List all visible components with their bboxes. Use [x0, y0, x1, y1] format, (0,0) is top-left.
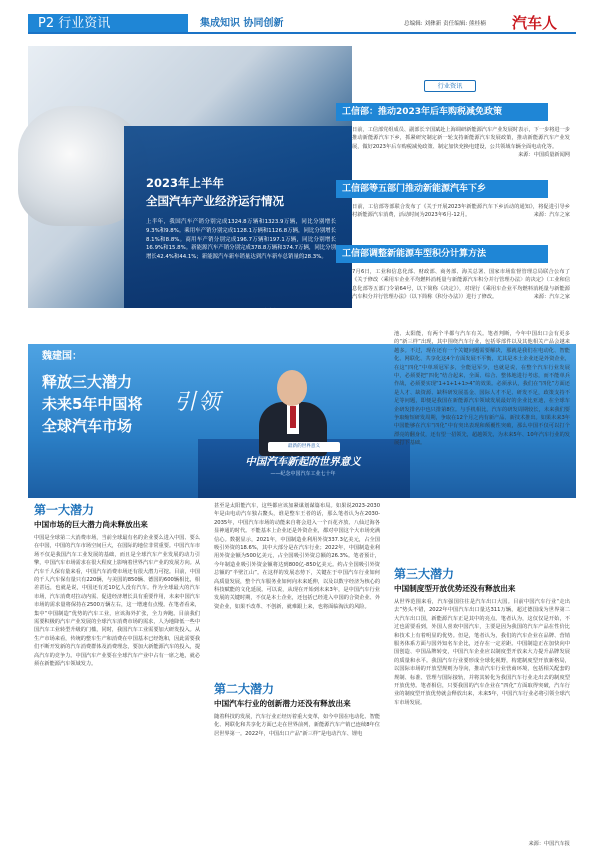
feature-script-word: 引领 [174, 390, 223, 415]
speaker-tie [290, 406, 296, 428]
section1-subtitle: 中国市场的巨大潜力尚未释放出来 [34, 520, 148, 529]
news-headline-2: 工信部等五部门推动新能源汽车下乡 [336, 180, 548, 198]
news-body-1-text: 日前，工信部党组成员、副部长辛国斌赴上海调研新能源汽车产业发展时表示，下一步将进一步推动新能源汽车下乡，抓紧研究制定新一轮支持新能源汽车发展政策，推动新能源汽车产业发展，做好2023年后车购税减免政策、制定加快充换电建设，公共领域车辆全面电动化等。 [352, 127, 570, 150]
news-source-3: 来源：汽车之家 [533, 294, 570, 301]
column3-text-bottom: 从世界范围来看，汽车强国往往是汽车出口大国。目前中国汽车行业“走出去”势头不错，2022年中国汽车出口量达311万辆，超过德国成为世界第二大汽车出口国，新能源汽车正是其中的亮点。笔者认为，这仅仅是开始，不过也需要看到，外国人喜欢中国汽车，主要是因为我国的汽车产品在性价比和技术上有着明显的优势。但是，笔者认为，我们的汽车企业在品牌、营销服务体系方面与国外知名车企比，还存在一定差距。中国制造正在加快向中国创造、中国品牌转变，中国汽车企业应以制度型开放来大力提升品牌发展的质量和水平。我国汽车行业要形成全球化视野，构建制度型开放新格局，以国际市场的开放型规则为导向，推动汽车行业营商环境，包括相关配套的规制、标准、管理与国际接轨，并将其转化为我国汽车行业走出去的制度型开放优势。笔者相信，只要我国的汽车企业在“四化”方面取得突破，汽车行业的制度型开放优势就会释放出来，未来5年，中国汽车行业必将引领全球汽车市场发展。 [394, 599, 570, 706]
hero-title-line1: 2023年上半年 [146, 176, 225, 190]
column1-text: 中国是全球第二大消费市场，当前全球最有名的企业要么进入中国、要么在中国，中国的汽车市场空间巨大，在国际的地位非常重要。中国汽车市场不仅是我国汽车工业发展的基础，而且是全球汽车产业发展的动力引擎，中国汽车市场需求在很大程度上影响着世界汽车产业的发展方向。从汽车千人保有量来看，中国汽车消费市场还有很大潜力可挖。目前，中国的千人汽车保有量只有220辆，与美国的850辆、德国的600辆相比，相差甚远，也就是说，中国还有近10亿人没有汽车。作为全球最大的汽车市场，汽车消费对拉动内需、促进经济增长具有重要作用，未来中国汽车市场的需求量将保持在2500万辆左右，这一增速有点慢。在笔者看来，集中“中国制造”优势的汽车工业，应该海外扩张，全力奔跑。目前我们需要积极的汽车产业发展的全球汽车消费市场的需求，人为地降低一些中国汽车工业转型升级的门槛，同时，我国汽车工业需要加大研发投入。从生产市场来看，传统的整车生产和消费在中国基本已经饱和，因此需要我们不断开发新的汽车消费群体及消费理念，要加大新能源汽车的投入，提高汽车的竞争力。中国汽车产业要在全球汽车产业中占有一席之地，就必须在新能源汽车领域发力。 [34, 535, 201, 668]
hero-image [28, 46, 352, 315]
feature-title-line3: 全球汽车市场 [42, 417, 133, 435]
hero-source: 来源：湖南省工业和信息化厅 [214, 309, 285, 315]
news-body-1 [352, 126, 570, 160]
news-tag: 行业资讯 [424, 80, 476, 92]
section3-title: 第三大潜力 [394, 567, 455, 581]
column3-text-top: 池、太阳能，有两个半都与汽车有关。笔者判断，今年中国出口会有更多的“新三样”出现，其中围绕汽车行业，包括零部件以及其他相关产品会越来越多。不过，现在还有一个关键问题需要解决，那就是我们在电动化、智能化、网联化、共享化这4个方面发展不平衡，尤其是本土企业还是外资企业，在这“四化”中单项冠军多，全能冠军少，也就是说，在整个汽车行业发展中，必须要把“四化”结合起来，全面、综合、整体地进行考虑，而不能单兵作战，必须要实现“1+1+1+1>4”的效果。必须承认，我们在“四化”方面还是人才、缺资源、缺科研发展基金、国际人才不足、研发不足，政策支持不足等问题，即便是我国在新能源汽车领域发展最好的企业比亚迪，在全球车企研发排名中也只排第8位。与手机相比，汽车的研发周期较长，未来我们要争取缩短研发周期，争取在12个月之内有新产品、新技术推出。如果未来3年中国能够在汽车“四化”中有突出表现和颠覆性突破，那么中国不仅可以打个漂亮的翻身仗，还有望一招领先，超越领先，为未来5年、10年汽车行业的发展打下基础。 [394, 331, 570, 447]
section-tab: P2 行业资讯 [28, 14, 188, 34]
news-body-3-text: 7月6日，工业和信息化部、财政部、商务部、海关总署、国家市场监督管理总局联合公布了《关于修改〈乘用车企业平均燃料消耗量与新能源汽车积分并行管理办法〉的决定》（工业和信息化部等五部门令第64号，以下简称《决定》），对现行《乘用车企业平均燃料消耗量与新能源汽车积分并行管理办法》（以下简称《积分办法》）进行了修改。 [352, 269, 570, 301]
editors-credit: 总编辑: 刘彝新 责任编辑: 熊桂楠 [404, 21, 486, 27]
feature-title-line2: 未来5年中国将 [42, 395, 143, 413]
news-source-2: 来源：汽车之家 [533, 212, 570, 219]
slogan: 集成知识 协同创新 [200, 18, 284, 29]
masthead-logo: 汽车人 [512, 14, 558, 32]
header-rule [28, 32, 576, 34]
section2-title: 第二大潜力 [214, 682, 275, 696]
page-header [0, 0, 600, 46]
podium-board [218, 454, 388, 482]
news-body-2 [352, 203, 570, 220]
hero-title-line2: 全国汽车产业经济运行情况 [146, 194, 284, 208]
hero-body: 上半年，我国汽车产销分别完成1324.8万辆和1323.9万辆，同比分别增长9.3%和9.8%。乘用车产销分别完成1128.1万辆和1126.8万辆，同比分别增长8.1%和8.8%。商用车产销分别完成196.7万辆和197.1万辆，同比分别增长16.9%和15.8%。新能源汽车产销分别完成378.8万辆和374.7万辆，同比分别增长42.4%和44.1%；新能源汽车新车销量达到汽车新车总销量的28.3%。 [146, 219, 336, 261]
section1-title: 第一大潜力 [34, 503, 95, 517]
column3-source: 来源：中国汽车报 [528, 841, 570, 847]
news-headline-1: 工信部：推动2023年后车购税减免政策 [336, 103, 548, 121]
column2-text-bottom: 随着科技的发展，汽车行业正经历着重大变革，如今中国在电动化、智能化、网联化和共享化方面已走在世界前列，新能源汽车产销已连续8年位居世界第一。2022年，中国出口产品“新三样”是电动汽车、锂电 [214, 714, 381, 737]
podium-badge: 最新的世界意义 [268, 442, 340, 452]
news-body-3 [352, 268, 570, 302]
podium-board-subtitle: ——纪念中国汽车工业七十年 [270, 471, 336, 477]
podium-board-title: 中国汽车新起的世界意义 [245, 456, 361, 468]
news-source-1: 来源：中国质量新闻网 [518, 152, 570, 159]
feature-speaker: 魏建国： [42, 351, 82, 362]
column2-text-top: 甚至是太阳能汽车，这些都应该加紧谋划谋篇布局。如果说2023-2030年是由电动汽车独占鳌头，谁是整车王者的话，那么笔者认为在2030-2035年，中国汽车市场的动能来自将会进入一个百花齐放、八仙过海各显神通的时代。不能基本上企业还是外资企业，都对中国这个大市场充满信心。数据显示，2021年，中国制造业利用外资337.3亿美元，占全国吸引外资的18.6%，其中大部分是在汽车行业；2022年，中国制造业利用外资金额为500亿美元，占全国吸引外资总额的26.3%。笔者预计，今年制造业吸引外资金额将达到800亿-850亿美元。约占全国吸引外资总额的“半壁江山”。在这样的发展态势下，关键在于中国汽车行业如何高质量发展，整个汽车服务业如何向未来延伸，以及以数字经济为核心的科技赋能的文化延展。可以说，从现在开始到未来3年，是中国汽车行业发展的关键时期，不仅是本土企业，还包括已经进入中国的合资企业、外资企业，如果不改革、不创新，就难跟上来，也将面临淘汰的风险。 [214, 503, 381, 610]
hero-panel [124, 126, 352, 308]
feature-title-line1: 释放三大潜力 [42, 373, 133, 391]
section3-subtitle: 中国制度型开放优势还没有释放出来 [394, 584, 516, 593]
news-body-2-text: 日前，工信部等部联合发布了《关于开展2023年新能源汽车下乡活动的通知》，将促进引导乡村新能源汽车消费，活动时间为2023年6月-12月。 [352, 204, 570, 219]
news-headline-3: 工信部调整新能源车型积分计算方法 [336, 245, 548, 263]
speaker-head [277, 370, 307, 406]
section2-subtitle: 中国汽车行业的创新潜力还没有释放出来 [214, 699, 351, 708]
